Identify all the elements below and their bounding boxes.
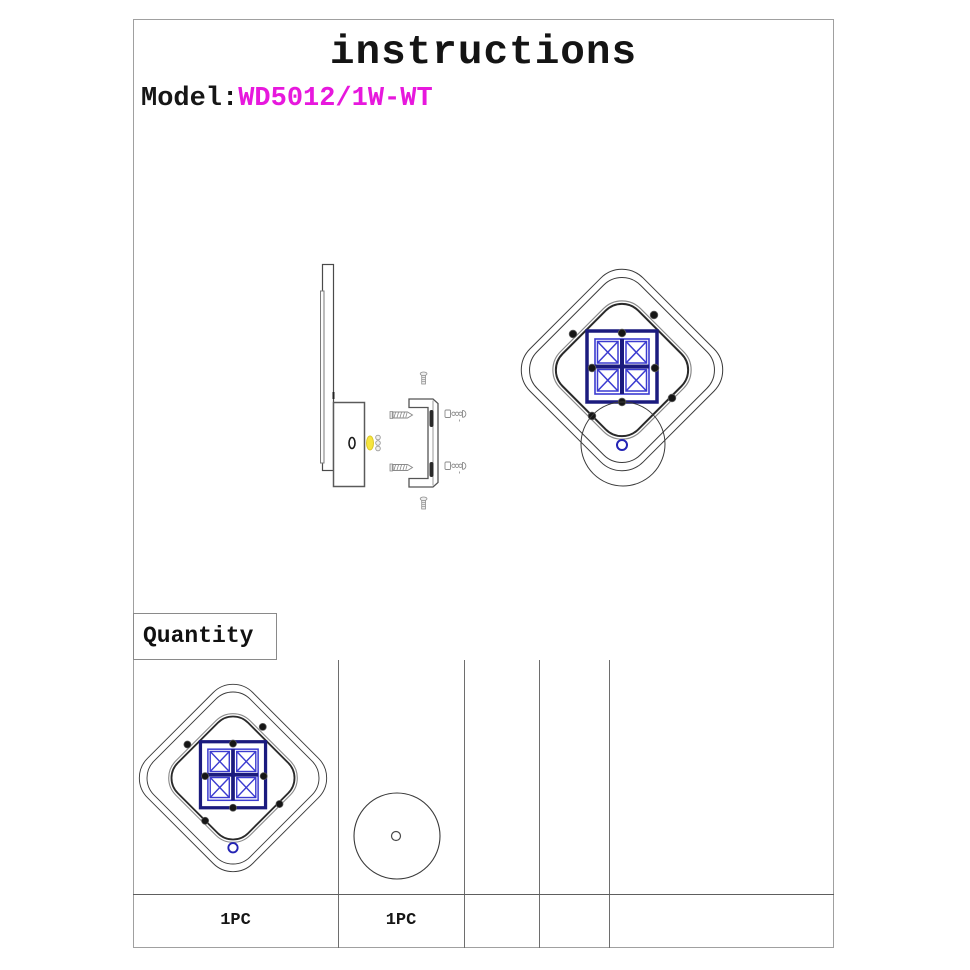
page-title: instructions: [329, 30, 638, 76]
mounting-bracket: [409, 399, 438, 487]
bracket-slot-top: [430, 410, 434, 427]
bead-connector: [376, 435, 381, 451]
machine-screw-top: [420, 372, 427, 384]
quantity-table: [133, 660, 834, 948]
quantity-label: Quantity: [143, 623, 254, 649]
lamp-base-box: [334, 403, 365, 487]
machine-screw-bottom: [420, 497, 427, 509]
qty-cell-empty-2: [539, 894, 609, 948]
quantity-header: [133, 613, 277, 660]
wall-anchor-top: [445, 410, 466, 422]
side-view-lamp-panel: [321, 265, 334, 471]
qty-cell-empty-3: [609, 894, 834, 948]
model-value: WD5012/1W-WT: [238, 84, 433, 114]
bracket-slot-bottom: [430, 462, 434, 477]
cable-grommet-yellow: [367, 436, 374, 450]
model-label: Model:: [141, 84, 239, 114]
qty-cell-lamp: 1PC: [220, 911, 251, 930]
front-view-lamp: [509, 257, 735, 483]
base-keyhole: [349, 438, 355, 449]
wood-screw-bottom: [390, 464, 413, 471]
wood-screw-top: [390, 412, 413, 419]
wall-anchor-bottom: [445, 462, 466, 474]
qty-cell-empty-1: [464, 894, 539, 948]
qty-cell-plate: 1PC: [385, 911, 417, 930]
